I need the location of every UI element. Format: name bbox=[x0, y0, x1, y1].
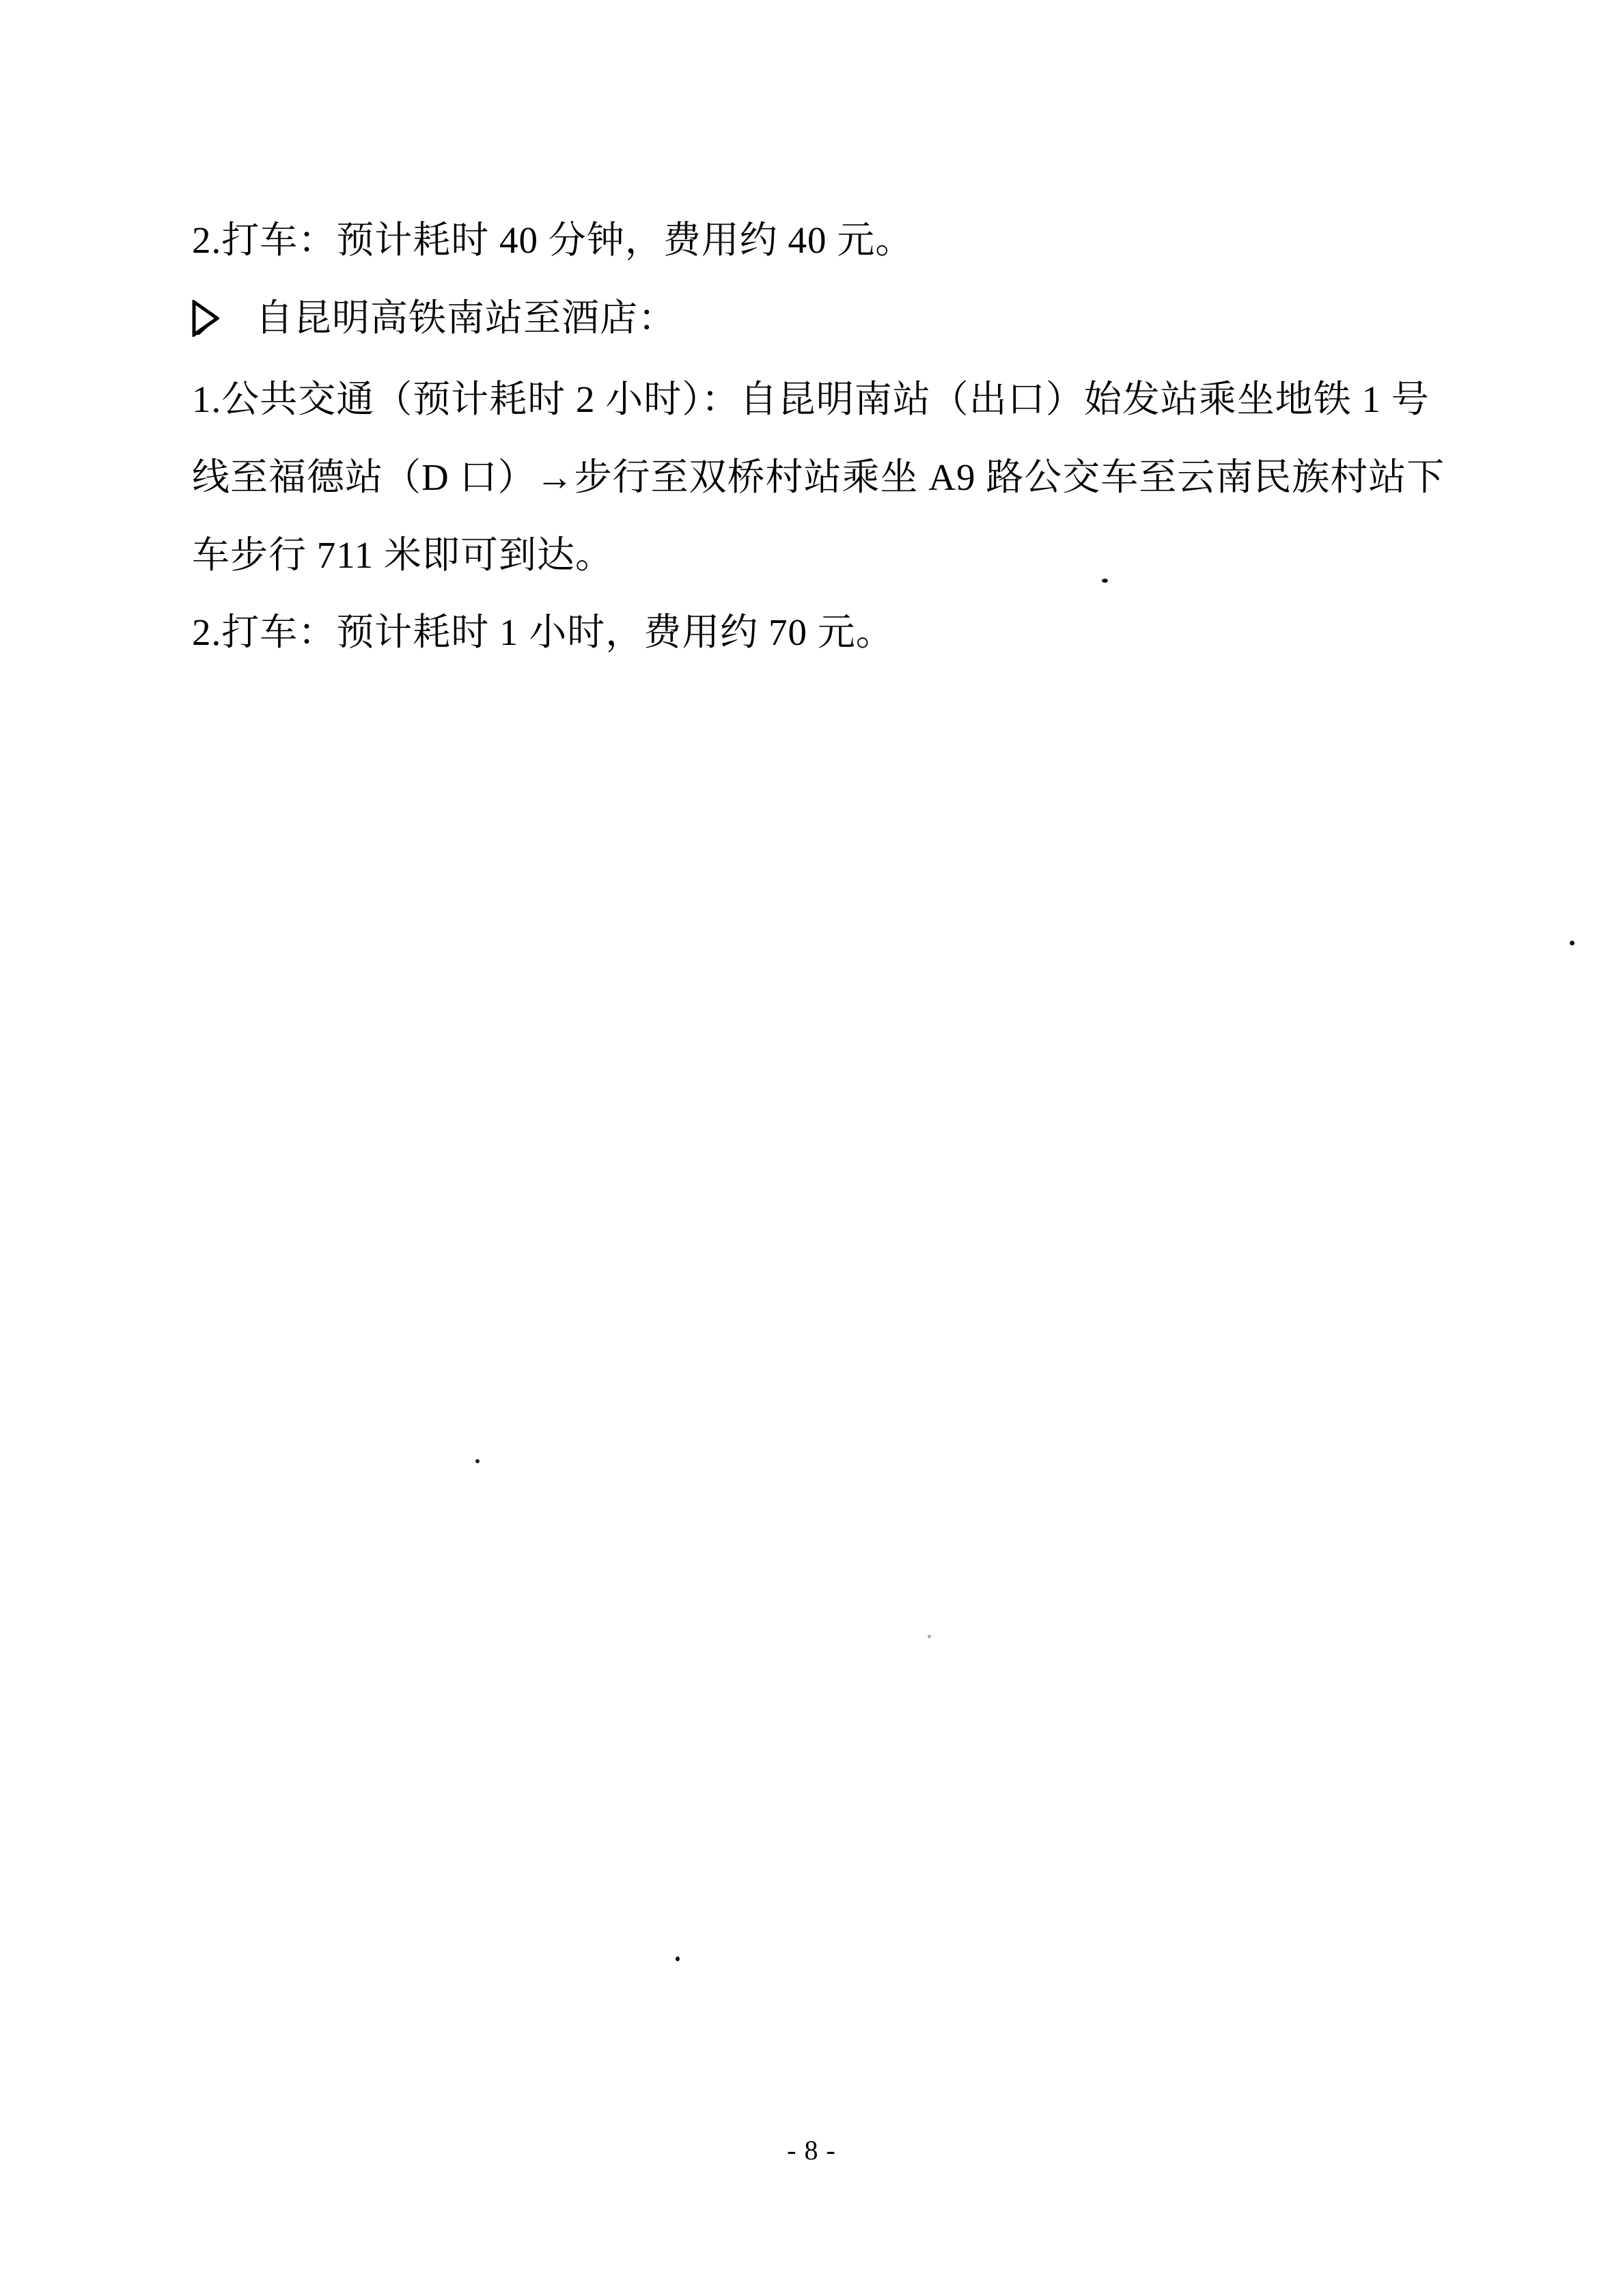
scan-speck bbox=[1102, 579, 1108, 583]
scan-speck bbox=[475, 1459, 480, 1463]
line-public-transit-part1: 1.公共交通（预计耗时 2 小时）：自昆明南站（出口）始发站乘坐地铁 1 号 bbox=[192, 378, 1430, 420]
scan-speck bbox=[1570, 941, 1575, 945]
heading-from-kunming-south-rail-to-hotel bbox=[192, 296, 676, 340]
scan-speck bbox=[676, 1956, 680, 1961]
heading-text: 自昆明高铁南站至酒店： bbox=[255, 297, 677, 339]
line-taxi-from-rail-station: 2.打车：预计耗时 1 小时，费用约 70 元。 bbox=[192, 611, 894, 653]
line-public-transit-part2: 线至福德站（D 口）→步行至双桥村站乘坐 A9 路公交车至云南民族村站下 bbox=[192, 456, 1445, 498]
page-number: - 8 - bbox=[787, 2135, 836, 2166]
line-taxi-from-airport: 2.打车：预计耗时 40 分钟，费用约 40 元。 bbox=[192, 219, 914, 261]
line-public-transit-part3: 车步行 711 米即可到达。 bbox=[192, 534, 613, 576]
right-arrowhead-bullet-icon bbox=[192, 300, 219, 337]
scan-speck bbox=[928, 1635, 931, 1638]
